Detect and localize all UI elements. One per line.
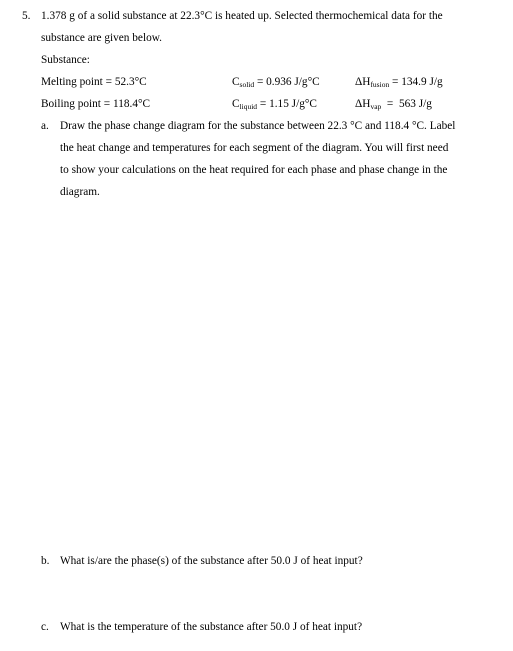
c-liquid-value: = 1.15 J/g°C [257,98,317,110]
h-fusion [355,75,443,89]
h-vap-subscript: vap [370,102,382,111]
problem-intro-line2: substance are given below. [41,32,162,44]
h-fusion-symbol: ΔH [355,76,371,88]
part-a-line3: to show your calculations on the heat required for each phase and phase change in the [60,164,448,176]
boiling-point: Boiling point = 118.4°C [41,98,151,110]
substance-label: Substance: [41,54,90,66]
part-b-text: What is/are the phase(s) of the substance after 50.0 J of heat input? [60,555,363,567]
part-a-letter: a. [41,120,49,132]
problem-intro-line1: 1.378 g of a solid substance at 22.3°C is heated up. Selected thermochemical data for the [41,10,443,22]
h-vap [355,97,432,111]
part-c-text: What is the temperature of the substance after 50.0 J of heat input? [60,621,363,633]
c-liquid [232,97,317,111]
part-a-line4: diagram. [60,186,100,198]
part-a-line1: Draw the phase change diagram for the substance between 22.3 °C and 118.4 °C. Label [60,120,456,132]
c-liquid-symbol: C [232,98,240,110]
c-liquid-subscript: liquid [239,102,258,111]
c-solid-symbol: C [232,76,240,88]
h-fusion-subscript: fusion [370,80,390,89]
problem-number: 5. [22,10,31,22]
h-vap-symbol: ΔH [355,98,371,110]
c-solid-value: = 0.936 J/g°C [254,76,320,88]
h-vap-value: = 563 J/g [381,98,432,110]
part-c-letter: c. [41,621,49,633]
h-fusion-value: = 134.9 J/g [389,76,443,88]
c-solid [232,75,320,89]
c-solid-subscript: solid [239,80,255,89]
part-b-letter: b. [41,555,50,567]
melting-point: Melting point = 52.3°C [41,76,147,88]
part-a-line2: the heat change and temperatures for each segment of the diagram. You will first need [60,142,449,154]
